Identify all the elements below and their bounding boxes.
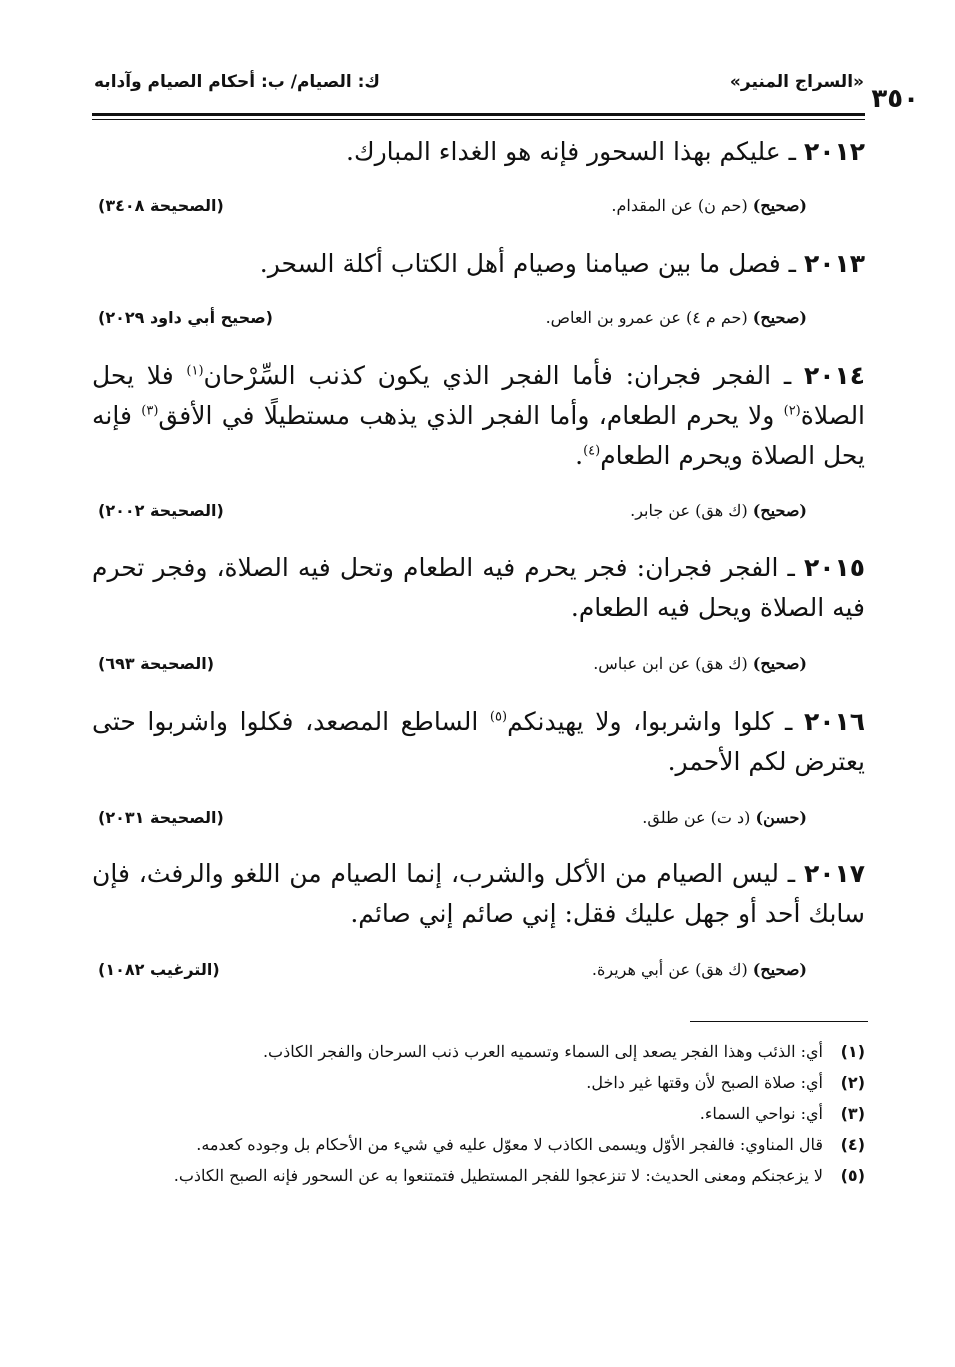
- hadith-2016: [92, 702, 865, 782]
- hadith-grade: (صحيح): [752, 196, 807, 215]
- header-rule-thin: [92, 119, 865, 120]
- hadith-number: ٢٠١٢: [803, 137, 865, 166]
- reference-collection: (صحيح أبي داود ٢٠٢٩): [98, 308, 273, 327]
- hadith-number: ٢٠١٧: [803, 859, 865, 888]
- hadith-reference: [92, 306, 865, 336]
- hadith-body: فصل ما بين صيامنا وصيام أهل الكتاب أكلة السحر.: [259, 249, 781, 278]
- footnote-number: (٤): [840, 1135, 865, 1154]
- reference-source: [630, 501, 807, 520]
- hadith-reference: [92, 806, 865, 836]
- hadith-grade: (صحيح): [752, 501, 807, 520]
- reference-collection: (الترغيب ١٠٨٢): [98, 960, 220, 979]
- hadith-grade: (صحيح): [752, 960, 807, 979]
- hadith-number: ٢٠١٤: [803, 361, 865, 390]
- hadith-text: [92, 854, 865, 934]
- footnotes: [92, 1036, 865, 1191]
- footnote: [92, 1160, 865, 1191]
- footnote: [92, 1036, 865, 1067]
- hadith-dash: ـ: [787, 553, 795, 582]
- reference-source: [593, 654, 807, 673]
- hadith-body: ولا يحرم الطعام، وأما الفجر الذي يذهب مستطيلًا في الأفق: [158, 401, 775, 430]
- hadith-2012: [92, 132, 865, 172]
- narrator-source: (حم م ٤) عن عمرو بن العاص.: [545, 308, 748, 327]
- hadith-reference: [92, 652, 865, 682]
- footnote-number: (٢): [840, 1073, 865, 1092]
- narrator-source: (ك هق) عن ابن عباس.: [593, 654, 748, 673]
- footnote-number: (٥): [840, 1166, 865, 1185]
- hadith-body: كلوا واشربوا، ولا يهيدنكم: [507, 707, 774, 736]
- hadith-number: ٢٠١٥: [803, 553, 865, 582]
- header-rule: [92, 113, 865, 116]
- footnote: [92, 1129, 865, 1160]
- reference-source: [642, 808, 807, 827]
- reference-collection: (الصحيحة ٦٩٣): [98, 654, 215, 673]
- footnote-marker[interactable]: (٢): [783, 403, 801, 419]
- page-number: ٣٥٠: [871, 84, 919, 114]
- reference-source: [611, 196, 807, 215]
- book-title: «السراج المنير»: [729, 72, 864, 92]
- hadith-number: ٢٠١٣: [803, 249, 865, 278]
- hadith-body: الساطع المصعد، فكلوا واشربوا حتى يعترض لكم الأحمر.: [92, 707, 865, 776]
- narrator-source: (حم ن) عن المقدام.: [611, 196, 748, 215]
- footnote-marker[interactable]: (٣): [141, 403, 159, 419]
- narrator-source: (د ت) عن طلق.: [642, 808, 751, 827]
- reference-collection: (الصحيحة ٢٠٣١): [98, 808, 224, 827]
- hadith-body: فلا يحل الصلاة: [92, 361, 866, 430]
- hadith-body: ليس الصيام من الأكل والشرب، إنما الصيام من اللغو والرفث، فإن سابك أحد أو جهل عليك فقل: إني صائم إني صائم.: [92, 859, 865, 928]
- hadith-2014: [92, 356, 865, 476]
- hadith-body: عليكم بهذا السحور فإنه هو الغداء المبارك.: [346, 137, 781, 166]
- hadith-dash: ـ: [788, 249, 796, 278]
- page-header: [92, 62, 919, 112]
- hadith-2013: [92, 244, 865, 284]
- reference-collection: (الصحيحة ٢٠٠٢): [98, 501, 224, 520]
- footnote-text: لا يزعجنكم ومعنى الحديث: لا تنزعجوا للفجر المستطيل فتمتنعوا به عن السحور فإنه الصبح الكاذب.: [173, 1166, 823, 1185]
- hadith-text: [92, 244, 865, 284]
- hadith-body: الفجر فجران: فجر يحرم فيه الطعام وتحل فيه الصلاة، وفجر تحرم فيه الصلاة ويحل فيه الطعام.: [92, 553, 865, 622]
- footnote: [92, 1098, 865, 1129]
- hadith-text: [92, 132, 865, 172]
- hadith-body: الفجر فجران: فأما الفجر الذي يكون كذنب السِّرْحان: [203, 361, 772, 390]
- reference-collection: (الصحيحة ٣٤٠٨): [98, 196, 224, 215]
- footnote-text: قال المناوي: فالفجر الأوّل ويسمى الكاذب لا معوّل عليه في شيء من الأحكام بل وجوده كعدمه.: [196, 1135, 823, 1154]
- footnote-marker[interactable]: (٥): [489, 709, 508, 725]
- hadith-reference: [92, 499, 865, 529]
- footnote-marker[interactable]: (١): [186, 363, 204, 379]
- reference-source: [546, 308, 807, 327]
- footnote-separator: [690, 1021, 868, 1022]
- hadith-reference: [92, 958, 865, 988]
- hadith-number: ٢٠١٦: [803, 707, 865, 736]
- footnote-number: (٣): [840, 1104, 865, 1123]
- hadith-dash: ـ: [783, 361, 792, 390]
- hadith-2015: [92, 548, 865, 628]
- reference-source: [592, 960, 807, 979]
- hadith-text: [92, 548, 865, 628]
- footnote: [92, 1067, 865, 1098]
- hadith-grade: (صحيح): [752, 654, 807, 673]
- footnote-marker[interactable]: (٤): [583, 443, 601, 459]
- hadith-dash: ـ: [785, 707, 793, 736]
- footnote-text: أي: الذئب وهذا الفجر يصعد إلى السماء وتسميه العرب ذنب السرحان والفجر الكاذب.: [262, 1042, 823, 1061]
- narrator-source: (ك هق) عن أبي هريرة.: [591, 960, 748, 979]
- hadith-dash: ـ: [788, 137, 796, 166]
- hadith-body: .: [575, 441, 584, 470]
- chapter-title: ك: الصيام/ ب: أحكام الصيام وآدابه: [94, 72, 380, 92]
- hadith-grade: (صحيح): [752, 308, 807, 327]
- hadith-grade: (حسن): [755, 808, 807, 827]
- hadith-dash: ـ: [787, 859, 796, 888]
- hadith-text: [92, 356, 865, 476]
- footnote-number: (١): [840, 1042, 865, 1061]
- hadith-text: [92, 702, 865, 782]
- hadith-2017: [92, 854, 865, 934]
- footnote-text: أي: صلاة الصبح لأن وقتها غير داخل.: [586, 1073, 823, 1092]
- footnote-text: أي: نواحي السماء.: [699, 1104, 823, 1123]
- hadith-reference: [92, 194, 865, 224]
- narrator-source: (ك هق) عن جابر.: [630, 501, 748, 520]
- hadith-body: فإنه يحل الصلاة ويحرم الطعام: [92, 401, 865, 470]
